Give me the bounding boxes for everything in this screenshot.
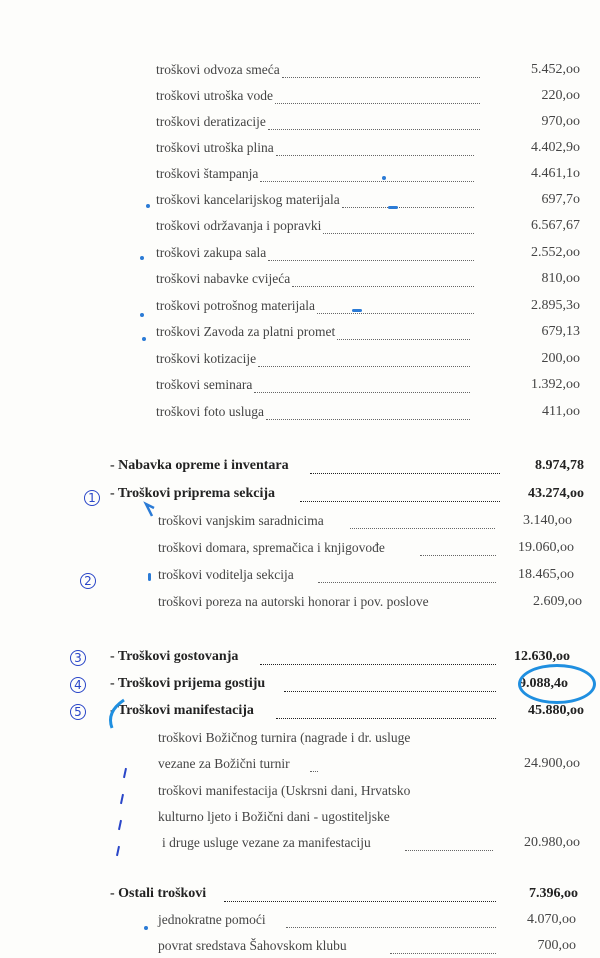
item-label: troškovi Božičnog turnira (nagrade i dr. usluge bbox=[158, 730, 411, 745]
section-label: - Troškovi prijema gostiju bbox=[110, 676, 266, 691]
item-amount: 220,oo bbox=[541, 88, 580, 103]
circled-number-marker: 2 bbox=[80, 573, 96, 589]
item-amount: 679,13 bbox=[541, 324, 580, 339]
item-label: troškovi utroška vode bbox=[156, 88, 273, 103]
item-amount: 4.070,oo bbox=[527, 912, 576, 927]
item-label: troškovi odvoza smeća bbox=[156, 62, 280, 77]
item-amount: 200,oo bbox=[541, 351, 580, 366]
section-amount: 8.974,78 bbox=[535, 458, 584, 473]
item-label: troškovi održavanja i popravki bbox=[156, 218, 322, 233]
item-label: troškovi potrošnog materijala bbox=[156, 298, 315, 313]
item-label: troškovi utroška plina bbox=[156, 140, 274, 155]
pen-arrow bbox=[146, 504, 154, 516]
section-label: - Ostali troškovi bbox=[110, 886, 207, 901]
item-label: troškovi voditelja sekcija bbox=[158, 567, 294, 582]
section-amount: 43.274,oo bbox=[528, 486, 584, 501]
section-label: - Nabavka opreme i inventara bbox=[110, 458, 289, 473]
section-amount: 9.088,4o bbox=[519, 676, 568, 691]
item-label: povrat sredstava Šahovskom klubu bbox=[158, 938, 347, 953]
item-label: troškovi deratizacije bbox=[156, 114, 266, 129]
item-amount: 24.900,oo bbox=[524, 756, 580, 771]
item-amount: 810,oo bbox=[541, 271, 580, 286]
item-amount: 6.567,67 bbox=[531, 218, 580, 233]
item-label: troškovi domara, spremačica i knjigovođe bbox=[158, 540, 385, 555]
item-amount: 411,oo bbox=[542, 404, 580, 419]
item-label: vezane za Božični turnir bbox=[158, 756, 290, 771]
section-amount: 7.396,oo bbox=[529, 886, 578, 901]
section-label: - Troškovi manifestacija bbox=[110, 703, 254, 718]
item-label: troškovi foto usluga bbox=[156, 404, 264, 419]
circled-number-marker: 3 bbox=[70, 650, 86, 666]
section-amount: 45.880,oo bbox=[528, 703, 584, 718]
item-amount: 2.552,oo bbox=[531, 245, 580, 260]
pen-bracket bbox=[111, 700, 125, 728]
item-label: troškovi štampanja bbox=[156, 166, 259, 181]
item-amount: 970,oo bbox=[541, 114, 580, 129]
circled-number-marker: 1 bbox=[84, 490, 100, 506]
item-label: troškovi Zavoda za platni promet bbox=[156, 324, 336, 339]
item-label: i druge usluge vezane za manifestaciju bbox=[162, 835, 371, 850]
item-label: troškovi kancelarijskog materijala bbox=[156, 192, 340, 207]
item-label: troškovi zakupa sala bbox=[156, 245, 267, 260]
item-label: troškovi manifestacija (Uskrsni dani, Hrvatsko bbox=[158, 783, 411, 798]
item-amount: 2.609,oo bbox=[533, 594, 582, 609]
item-amount: 1.392,oo bbox=[531, 377, 580, 392]
item-label: troškovi seminara bbox=[156, 377, 253, 392]
item-amount: 3.140,oo bbox=[523, 513, 572, 528]
item-label: troškovi vanjskim saradnicima bbox=[158, 513, 324, 528]
item-amount: 20.980,oo bbox=[524, 835, 580, 850]
item-label: troškovi nabavke cvijeća bbox=[156, 271, 291, 286]
section-label: - Troškovi priprema sekcija bbox=[110, 486, 276, 501]
section-label: - Troškovi gostovanja bbox=[110, 649, 239, 664]
section-amount: 12.630,oo bbox=[514, 649, 570, 664]
item-amount: 4.461,1o bbox=[531, 166, 580, 181]
item-amount: 2.895,3o bbox=[531, 298, 580, 313]
item-amount: 19.060,oo bbox=[518, 540, 574, 555]
item-amount: 4.402,9o bbox=[531, 140, 580, 155]
item-label: troškovi poreza na autorski honorar i pov. poslove bbox=[158, 594, 429, 609]
item-label: troškovi kotizacije bbox=[156, 351, 257, 366]
item-label: kulturno ljeto i Božični dani - ugostiteljske bbox=[158, 809, 390, 824]
item-label: jednokratne pomoći bbox=[158, 912, 266, 927]
item-amount: 18.465,oo bbox=[518, 567, 574, 582]
item-amount: 700,oo bbox=[537, 938, 576, 953]
circled-number-marker: 5 bbox=[70, 704, 86, 720]
item-amount: 697,7o bbox=[541, 192, 580, 207]
item-amount: 5.452,oo bbox=[531, 62, 580, 77]
circled-number-marker: 4 bbox=[70, 677, 86, 693]
